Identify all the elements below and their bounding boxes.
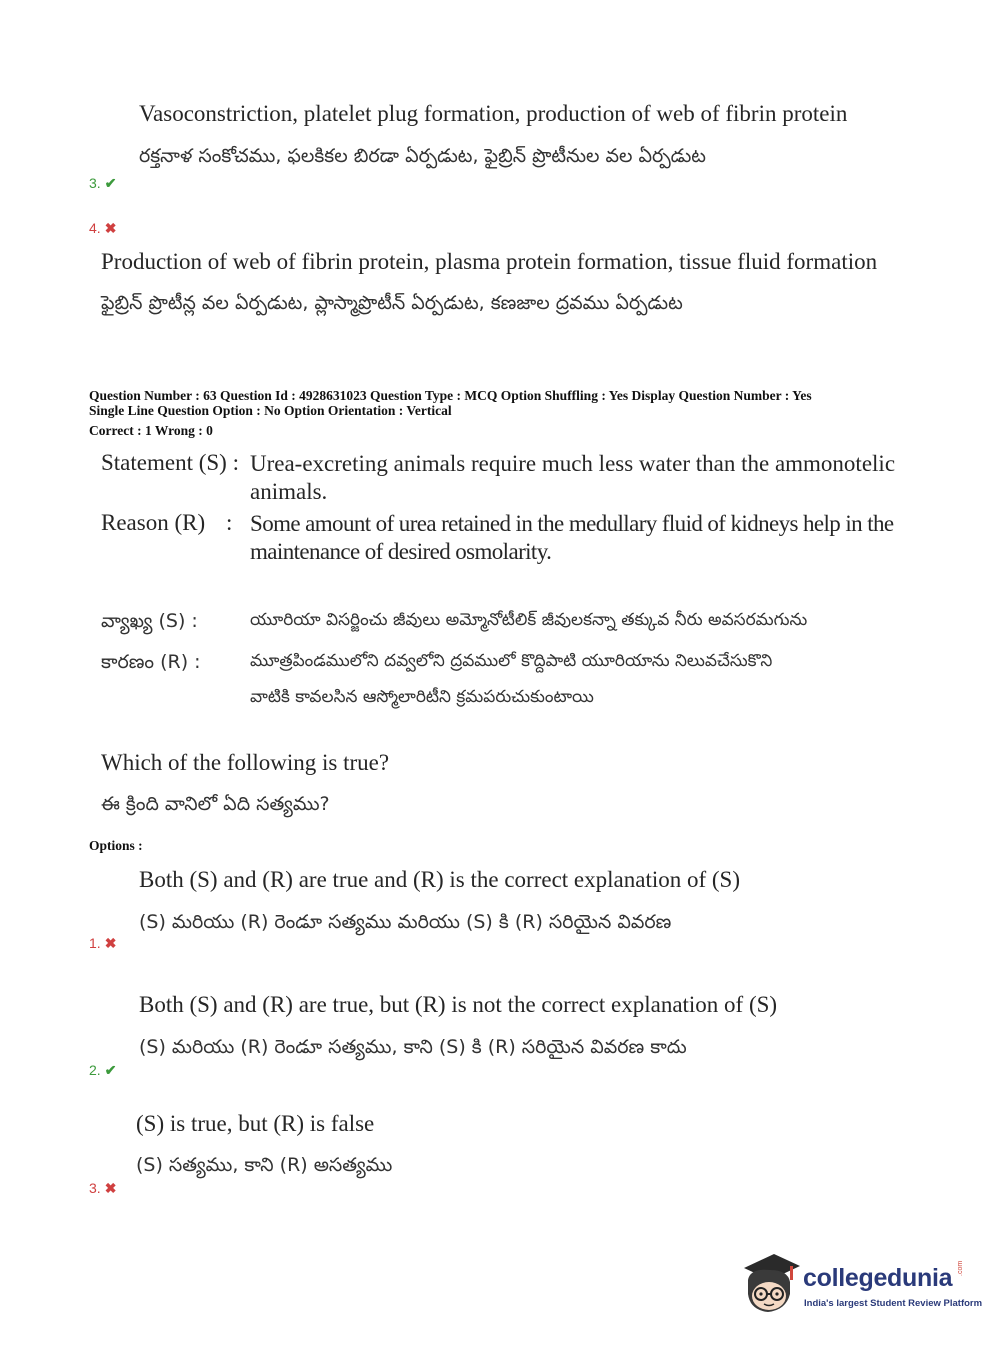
option3-en: (S) is true, but (R) is false	[136, 1111, 375, 1136]
prev-option4-marker	[89, 220, 116, 237]
logo-tagline: India's largest Student Review Platform	[804, 1298, 983, 1309]
option2-number: 2.	[89, 1062, 101, 1078]
prev-option4-en: Production of web of fibrin protein, plasma protein formation, tissue fluid formation	[101, 249, 878, 274]
mascot-icon	[740, 1250, 802, 1316]
prev-option3-en: Vasoconstriction, platelet plug formation, production of web of fibrin protein	[139, 101, 848, 126]
logo-name: collegedunia	[803, 1264, 953, 1292]
cross-icon: ✖	[104, 935, 117, 951]
question-meta-line2: Single Line Question Option : No Option Orientation : Vertical	[89, 403, 452, 418]
te-statement-label: వ్యాఖ్య (S) :	[101, 610, 198, 632]
te-reason-label: కారణం (R) :	[101, 651, 201, 673]
cross-icon: ✖	[104, 220, 117, 236]
te-reason-text-2: వాటికి కావలసిన ఆస్మోలారిటీని క్రమపరుచుకుంటాయి	[250, 687, 594, 707]
te-statement-text: యూరియా విసర్జించు జీవులు అమ్మోనోటీలిక్ జీవులకన్నా తక్కువ నీరు అవసరమగును	[250, 610, 808, 630]
reason-text: Some amount of urea retained in the medullary fluid of kidneys help in the maintenance of desired osmolarity.	[250, 511, 894, 564]
check-icon: ✔	[104, 175, 117, 191]
check-icon: ✔	[104, 1062, 117, 1078]
prev-option3-marker	[89, 175, 116, 192]
option3-marker	[89, 1180, 116, 1197]
reason-colon: :	[226, 510, 233, 535]
option1-number: 1.	[89, 935, 101, 951]
prev-option4-number: 4.	[89, 220, 101, 236]
prev-option4-te: ఫైబ్రిన్ ప్రొటీన్ల వల ఏర్పడుట, ప్లాస్మాప్రొటీన్ ఏర్పడుట, కణజాల ద్రవము ఏర్పడుట	[101, 292, 683, 314]
statement-label: Statement (S) :	[101, 450, 239, 475]
option3-number: 3.	[89, 1180, 101, 1196]
option1-te: (S) మరియు (R) రెండూ సత్యము మరియు (S) కి (R) సరియైన వివరణ	[139, 911, 672, 933]
question-prompt-en: Which of the following is true?	[101, 750, 390, 775]
collegedunia-logo	[740, 1250, 983, 1320]
option2-en: Both (S) and (R) are true, but (R) is not the correct explanation of (S)	[139, 992, 778, 1017]
logo-suffix: .com	[957, 1260, 964, 1276]
statement-text: Urea-excreting animals require much less water than the ammonotelic animals.	[250, 451, 896, 504]
question-meta-line3: Correct : 1 Wrong : 0	[89, 423, 213, 438]
option1-marker	[89, 935, 116, 952]
prev-option3-te: రక్తనాళ సంకోచము, ఫలకికల బిరడా ఏర్పడుట, ఫైబ్రిన్ ప్రొటీనుల వల ఏర్పడుట	[139, 145, 706, 167]
prev-option3-number: 3.	[89, 175, 101, 191]
option2-marker	[89, 1062, 116, 1079]
question-prompt-te: ఈ క్రింది వానిలో ఏది సత్యము?	[101, 793, 330, 815]
options-label: Options :	[89, 838, 143, 853]
option1-en: Both (S) and (R) are true and (R) is the correct explanation of (S)	[139, 867, 740, 892]
option3-te: (S) సత్యము, కాని (R) అసత్యము	[136, 1154, 393, 1176]
option2-te: (S) మరియు (R) రెండూ సత్యము, కాని (S) కి (R) సరియైన వివరణ కాదు	[139, 1036, 687, 1058]
question-meta-line1: Question Number : 63 Question Id : 4928631023 Question Type : MCQ Option Shuffling : Yes Display Question Number : Yes	[89, 388, 812, 403]
te-reason-text-1: మూత్రపిండములోని దవ్వలోని ద్రవములో కొద్దిపాటి యూరియాను నిలువచేసుకొని	[250, 651, 773, 671]
reason-label: Reason (R)	[101, 510, 206, 535]
cross-icon: ✖	[104, 1180, 117, 1196]
